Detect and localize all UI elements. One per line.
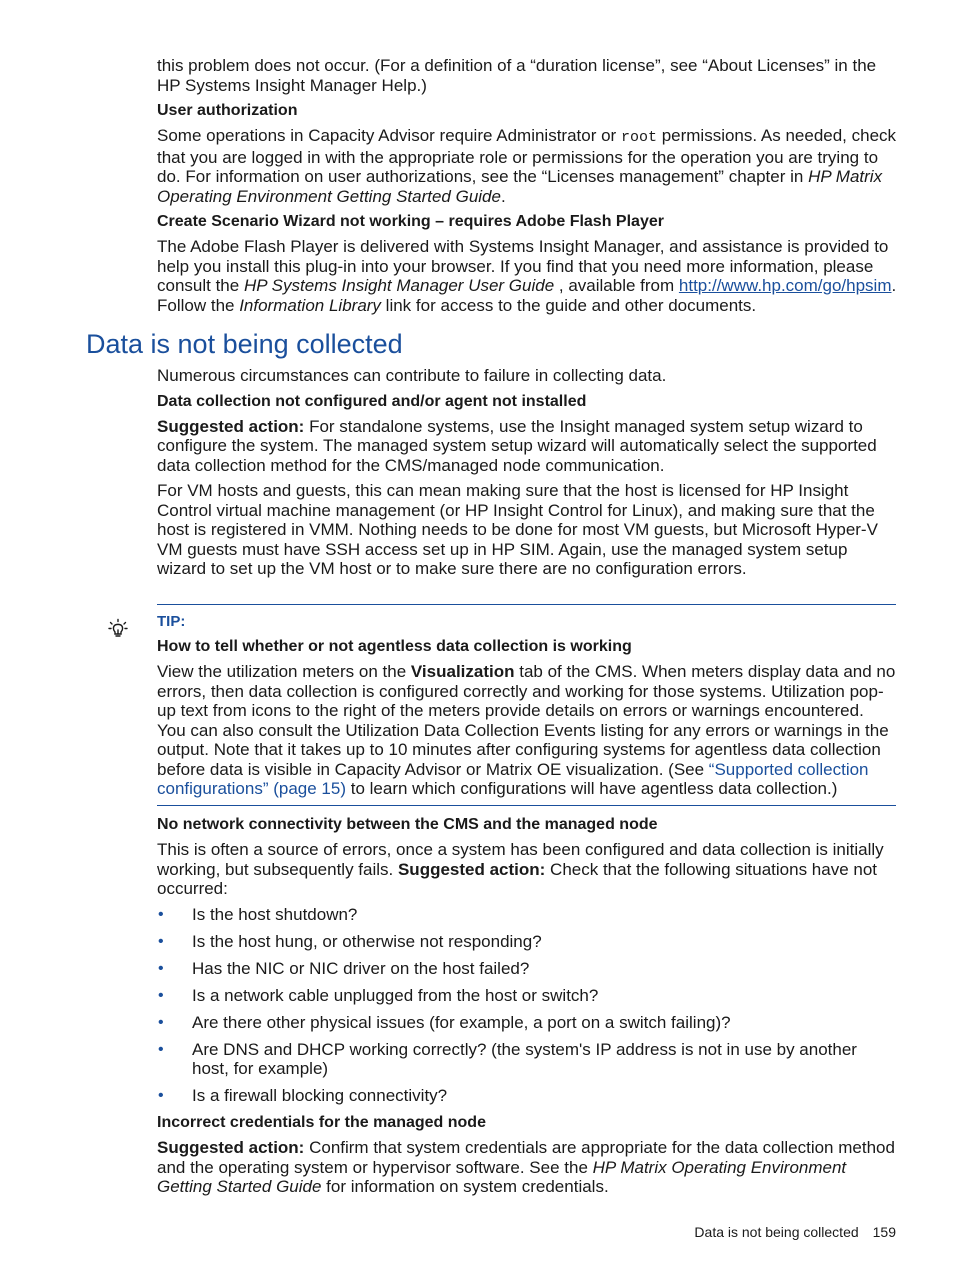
- root-code: root: [620, 129, 657, 146]
- credentials-heading: Incorrect credentials for the managed node: [157, 1114, 486, 1131]
- intro-paragraph: this problem does not occur. (For a definition of a “duration license”, see “About Licenses” in the HP Systems Insight Manager Help.): [157, 56, 877, 95]
- tip-box: [157, 604, 896, 806]
- user-authorization-paragraph: Some operations in Capacity Advisor require Administrator or root permissions. As needed, check that you are logged in with the appropriate role or permissions for the operation you are trying to do. For information on user authorizations, see the “Licenses management” chapter in HP Matrix Operating Environment Getting Started Guide.: [157, 126, 897, 206]
- information-library-title: Information Library: [239, 295, 381, 315]
- list-item: • Is the host hung, or otherwise not responding?: [158, 931, 542, 951]
- getting-started-guide-title: HP Matrix Operating Environment Getting Started Guide: [157, 1157, 847, 1196]
- list-item: • Is the host shutdown?: [158, 904, 358, 924]
- list-item: • Are DNS and DHCP working correctly? (the system's IP address is not in use by another host, for example): [158, 1039, 857, 1078]
- wizard-heading: Create Scenario Wizard not working – requires Adobe Flash Player: [157, 213, 664, 230]
- intro-block: [157, 56, 897, 315]
- credentials-paragraph: Suggested action: Confirm that system credentials are appropriate for the data collection method and the operating system or hypervisor software. See the HP Matrix Operating Environment Getting Started Guide for information on system credentials.: [157, 1138, 895, 1196]
- page-footer: [694, 1224, 896, 1240]
- running-title: Data is not being collected: [694, 1224, 859, 1240]
- bullet-icon: •: [158, 986, 164, 1004]
- bullet-icon: •: [158, 1087, 164, 1104]
- section-body: [157, 366, 897, 579]
- wizard-paragraph: The Adobe Flash Player is delivered with Systems Insight Manager, and assistance is provided to help you install this plug-in into your browser. If you find that you need more information, please consult the HP Systems Insight Manager User Guide , available from http://www.hp.com/go/hpsim. Follow the Information Library link for access to the guide and other documents.: [157, 237, 897, 315]
- list-item: • Are there other physical issues (for example, a port on a switch failing)?: [158, 1012, 731, 1032]
- bullet-icon: •: [158, 932, 164, 950]
- sim-user-guide-title: HP Systems Insight Manager User Guide: [243, 276, 555, 295]
- network-block: [157, 815, 897, 1197]
- suggested-action-paragraph: Suggested action: For standalone systems, use the Insight managed system setup wizard to configure the system. The managed system setup wizard will automatically select the supported data collection method for the CMS/managed node communication.: [157, 416, 877, 475]
- bullet-icon: •: [158, 959, 164, 977]
- lightbulb-icon: [108, 618, 128, 640]
- list-item: • Is a firewall blocking connectivity?: [158, 1086, 448, 1105]
- page-number: 159: [872, 1224, 896, 1240]
- visualization-term: Visualization: [410, 662, 515, 681]
- not-configured-heading: Data collection not configured and/or agent not installed: [157, 392, 587, 410]
- tip-label: TIP:: [157, 613, 186, 630]
- list-item: • Is a network cable unplugged from the host or switch?: [158, 985, 599, 1005]
- bullet-icon: •: [158, 1013, 164, 1031]
- network-paragraph: This is often a source of errors, once a system has been configured and data collection is initially working, but subsequently fails. Suggested action: Check that the following situations have not occurred:: [157, 840, 884, 898]
- hpsim-link[interactable]: http://www.hp.com/go/hpsim: [678, 276, 892, 295]
- supported-configurations-xref[interactable]: “Supported collection configurations” (page 15): [157, 759, 869, 798]
- tip-paragraph: View the utilization meters on the Visualization tab of the CMS. When meters display data and no errors, then data collection is configured correctly and working for those systems. Utilization pop-up text from icons to the right of the meters provide details on errors or warnings encountered. You can also consult the Utilization Data Collection Events listing for any errors or warnings in the output. Note that it takes up to 10 minutes after configuring systems for agentless data collection before data is visible in Capacity Advisor or Matrix OE visualization. (See “Supported collection configurations” (page 15) to learn which configurations will have agentless data collection.): [157, 662, 896, 798]
- network-heading: No network connectivity between the CMS and the managed node: [157, 816, 658, 833]
- bullet-icon: •: [158, 905, 164, 923]
- list-item: • Has the NIC or NIC driver on the host failed?: [158, 958, 530, 978]
- user-authorization-heading: User authorization: [157, 102, 298, 119]
- network-checklist: [157, 905, 897, 1106]
- bullet-icon: •: [158, 1040, 164, 1058]
- guide-title: HP Matrix Operating Environment Getting Started Guide: [157, 167, 883, 206]
- section-intro-paragraph: Numerous circumstances can contribute to failure in collecting data.: [157, 366, 667, 385]
- vm-hosts-paragraph: For VM hosts and guests, this can mean making sure that the host is licensed for HP Insight Control virtual machine management (or HP Insight Control for Linux), and making sure that the host is registered in VMM. Nothing needs to be done for most VM guests, but Microsoft Hyper-V VM guests must have SSH access set up in HP SIM. Again, use the managed system setup wizard to set up the VM host or to make sure there are no configuration errors.: [157, 481, 878, 578]
- section-title: Data is not being collected: [86, 329, 403, 359]
- tip-heading: How to tell whether or not agentless data collection is working: [157, 638, 632, 655]
